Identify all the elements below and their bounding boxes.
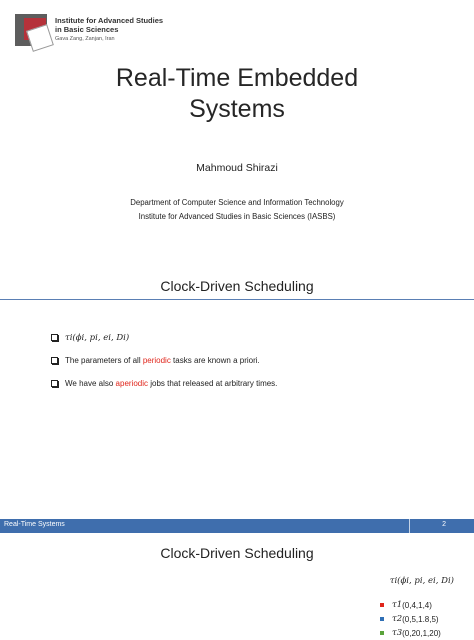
bullet-text-part: The parameters of all: [65, 356, 143, 365]
bullet-text-part: jobs that released at arbitrary times.: [148, 379, 278, 388]
content-slide-2: [0, 278, 474, 535]
bullet-item-task-notation: [51, 330, 451, 345]
title-line2: Systems: [189, 95, 285, 123]
bullet-text: [65, 356, 260, 365]
task-item: [380, 612, 441, 626]
page-number: 2: [442, 521, 446, 528]
bullet-text-part: We have also: [65, 379, 116, 388]
highlight-periodic: periodic: [142, 356, 171, 365]
slide-title: Clock-Driven Scheduling: [160, 278, 314, 294]
task-params: (0,4,1,4): [402, 600, 432, 610]
bullet-list: [51, 330, 451, 399]
bullet-square-icon: [380, 603, 384, 607]
bullet-square-icon: [380, 631, 384, 635]
author-name: Mahmoud Shirazi: [196, 162, 278, 174]
checkbox-bullet-icon: [51, 357, 58, 364]
highlight-aperiodic: aperiodic: [115, 379, 149, 388]
bullet-text-part: tasks are known a priori.: [170, 356, 260, 365]
slide-footer: [0, 519, 474, 533]
task-name: τ3: [392, 628, 403, 638]
presentation-title: [0, 63, 474, 125]
institute-logo-icon: [15, 14, 53, 50]
institute-line: Institute for Advanced Studies in Basic Sciences (IASBS): [138, 212, 336, 221]
task-name: τ2: [392, 614, 403, 624]
institute-address: Gava Zang, Zanjan, Iran: [55, 36, 115, 42]
institute-name-line1: Institute for Advanced Studies: [55, 16, 164, 25]
footer-course-name: Real-Time Systems: [4, 521, 65, 528]
checkbox-bullet-icon: [51, 380, 58, 387]
task-item: [380, 598, 441, 612]
task-notation: τi(ϕi, pi, ei, Di): [389, 576, 454, 586]
task-name: τ1: [392, 600, 403, 610]
bullet-square-icon: [380, 617, 384, 621]
footer-separator: [409, 519, 410, 533]
title-line1: Real-Time Embedded: [115, 64, 359, 92]
institute-name: [55, 16, 163, 44]
department-line: Department of Computer Science and Information Technology: [130, 198, 344, 207]
institute-name-line2: in Basic Sciences: [55, 25, 119, 34]
bullet-text: [65, 379, 277, 388]
bullet-item-periodic: [51, 353, 451, 368]
bullet-item-aperiodic: [51, 376, 451, 391]
task-params: (0,5,1.8,5): [402, 614, 439, 624]
affiliation: [0, 196, 474, 224]
task-params: (0,20,1,20): [402, 628, 441, 638]
task-list: [380, 598, 441, 640]
task-item: [380, 626, 441, 640]
slide-title: Clock-Driven Scheduling: [160, 545, 314, 561]
checkbox-bullet-icon: [51, 334, 58, 341]
title-slide: [0, 0, 474, 300]
task-notation: τi(ϕi, pi, ei, Di): [65, 332, 130, 343]
content-slide-3: [0, 535, 474, 638]
